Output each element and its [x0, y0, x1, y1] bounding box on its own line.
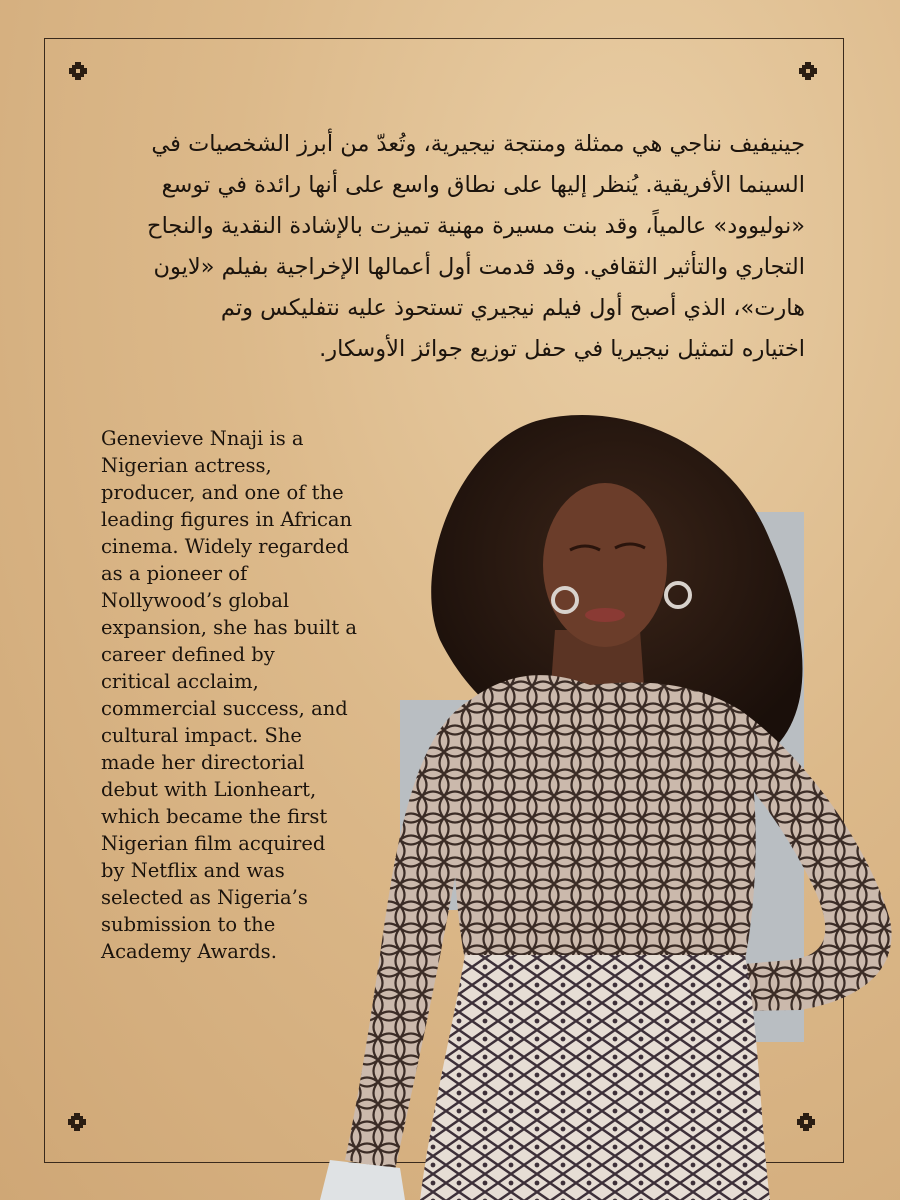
english-line: Nollywood’s global — [101, 589, 290, 612]
english-line: by Netflix and was — [101, 859, 285, 882]
arabic-line: جينيفيف نناجي هي ممثلة ومنتجة نيجيرية، وتُعدّ من أبرز الشخصيات في — [151, 131, 805, 157]
english-line: Nigerian film acquired — [101, 832, 326, 855]
arabic-line: التجاري والتأثير الثقافي. وقد قدمت أول أعمالها الإخراجية بفيلم «لايون — [153, 254, 805, 280]
english-line: selected as Nigeria’s — [101, 886, 308, 909]
corner-ornament-icon — [67, 1112, 87, 1132]
english-line: producer, and one of the — [101, 481, 344, 504]
arabic-line: «نوليوود» عالمياً، وقد بنت مسيرة مهنية تميزت بالإشادة النقدية والنجاح — [147, 213, 805, 239]
english-line: debut with Lionheart, — [101, 778, 317, 801]
english-line: cinema. Widely regarded — [101, 535, 349, 558]
bio-arabic-text — [147, 124, 805, 370]
english-line: leading figures in African — [101, 508, 353, 531]
english-line: cultural impact. She — [101, 724, 302, 747]
arabic-line: اختياره لتمثيل نيجيريا في حفل توزيع جوائز الأوسكار. — [319, 336, 805, 362]
bio-english-text — [101, 425, 411, 965]
arabic-line: هارت»، الذي أصبح أول فيلم نيجيري تستحوذ عليه نتفليكس وتم — [220, 295, 805, 321]
english-line: as a pioneer of — [101, 562, 248, 585]
english-line: Academy Awards. — [101, 940, 277, 963]
english-line: submission to the — [101, 913, 276, 936]
corner-ornament-icon — [68, 61, 88, 81]
arabic-line: السينما الأفريقية. يُنظر إليها على نطاق واسع على أنها رائدة في توسع — [161, 172, 805, 198]
english-line: career defined by — [101, 643, 275, 666]
corner-ornament-icon — [798, 61, 818, 81]
english-line: commercial success, and — [101, 697, 348, 720]
english-line: made her directorial — [101, 751, 305, 774]
english-line: Nigerian actress, — [101, 454, 272, 477]
english-line: critical acclaim, — [101, 670, 259, 693]
english-line: which became the first — [101, 805, 328, 828]
english-line: Genevieve Nnaji is a — [101, 427, 304, 450]
english-line: expansion, she has built a — [101, 616, 358, 639]
